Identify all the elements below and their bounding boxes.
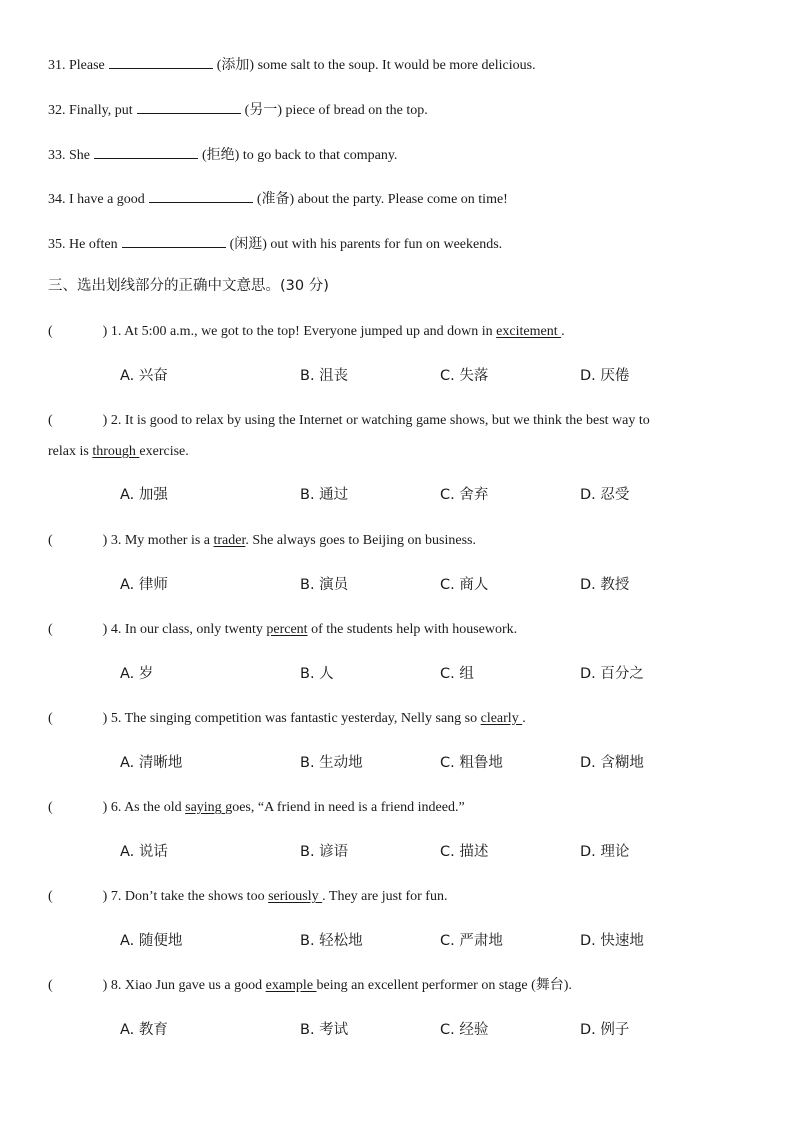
underlined-word: excitement <box>496 324 562 339</box>
section-title: 三、选出划线部分的正确中文意思。(30 分) <box>48 278 329 294</box>
question-8: ( ) 8. Xiao Jun gave us a good example being an excellent performer on stage (舞台). <box>48 978 572 993</box>
question-2: ( ) 2. It is good to relax by using the Internet or watching game shows, but we think the best way to <box>48 413 650 428</box>
options-4 <box>0 664 794 684</box>
question-1: ( ) 1. At 5:00 a.m., we got to the top! Everyone jumped up and down in excitement . <box>48 324 565 339</box>
option-c[interactable]: C. 失落 <box>440 368 489 384</box>
option-b[interactable]: B. 生动地 <box>300 755 363 771</box>
option-a[interactable]: A. 律师 <box>120 577 168 593</box>
option-d[interactable]: D. 例子 <box>580 1022 630 1038</box>
fill-in-item: 33. She (拒绝) to go back to that company. <box>48 144 397 166</box>
option-d[interactable]: D. 含糊地 <box>580 755 644 771</box>
option-a[interactable]: A. 说话 <box>120 844 168 860</box>
options-7 <box>0 931 794 951</box>
option-a[interactable]: A. 兴奋 <box>120 368 168 384</box>
fill-in-item: 32. Finally, put (另一) piece of bread on the top. <box>48 99 428 121</box>
fill-in-item: 31. Please (添加) some salt to the soup. It would be more delicious. <box>48 54 536 76</box>
underlined-word: saying <box>185 800 226 815</box>
underlined-word: clearly <box>480 711 523 726</box>
option-b[interactable]: B. 沮丧 <box>300 368 349 384</box>
options-6 <box>0 842 794 862</box>
option-d[interactable]: D. 忍受 <box>580 487 630 503</box>
question-4: ( ) 4. In our class, only twenty percent of the students help with housework. <box>48 622 518 637</box>
question-6: ( ) 6. As the old saying goes, “A friend in need is a friend indeed.” <box>48 800 465 815</box>
answer-blank[interactable] <box>109 54 213 69</box>
options-2 <box>0 485 794 505</box>
option-b[interactable]: B. 谚语 <box>300 844 349 860</box>
question-5: ( ) 5. The singing competition was fantastic yesterday, Nelly sang so clearly . <box>48 711 526 726</box>
option-a[interactable]: A. 清晰地 <box>120 755 183 771</box>
answer-blank[interactable] <box>94 144 198 159</box>
option-d[interactable]: D. 厌倦 <box>580 368 630 384</box>
option-c[interactable]: C. 经验 <box>440 1022 489 1038</box>
options-8 <box>0 1020 794 1040</box>
option-d[interactable]: D. 教授 <box>580 577 630 593</box>
option-b[interactable]: B. 考试 <box>300 1022 349 1038</box>
underlined-word: seriously <box>268 889 323 904</box>
answer-blank[interactable] <box>122 233 226 248</box>
question-2-continued: relax is through exercise. <box>48 444 189 459</box>
option-a[interactable]: A. 教育 <box>120 1022 168 1038</box>
option-d[interactable]: D. 理论 <box>580 844 630 860</box>
fill-in-item: 34. I have a good (准备) about the party. Please come on time! <box>48 188 508 210</box>
option-c[interactable]: C. 舍弃 <box>440 487 489 503</box>
option-b[interactable]: B. 演员 <box>300 577 349 593</box>
option-b[interactable]: B. 通过 <box>300 487 349 503</box>
answer-blank[interactable] <box>137 99 241 114</box>
option-b[interactable]: B. 人 <box>300 666 334 682</box>
option-c[interactable]: C. 粗鲁地 <box>440 755 503 771</box>
options-1 <box>0 366 794 386</box>
option-b[interactable]: B. 轻松地 <box>300 933 363 949</box>
answer-blank[interactable] <box>149 188 253 203</box>
option-c[interactable]: C. 严肃地 <box>440 933 503 949</box>
underlined-word: through <box>92 444 140 459</box>
option-c[interactable]: C. 组 <box>440 666 474 682</box>
option-c[interactable]: C. 描述 <box>440 844 489 860</box>
option-d[interactable]: D. 快速地 <box>580 933 644 949</box>
underlined-word: percent <box>266 622 308 637</box>
underlined-word: trader <box>213 533 246 548</box>
options-3 <box>0 575 794 595</box>
fill-in-item: 35. He often (闲逛) out with his parents for fun on weekends. <box>48 233 502 255</box>
question-3: ( ) 3. My mother is a trader. She always goes to Beijing on business. <box>48 533 476 548</box>
option-a[interactable]: A. 随便地 <box>120 933 183 949</box>
option-a[interactable]: A. 加强 <box>120 487 168 503</box>
question-7: ( ) 7. Don’t take the shows too seriously . They are just for fun. <box>48 889 448 904</box>
option-c[interactable]: C. 商人 <box>440 577 489 593</box>
underlined-word: example <box>265 978 317 993</box>
options-5 <box>0 753 794 773</box>
option-d[interactable]: D. 百分之 <box>580 666 644 682</box>
option-a[interactable]: A. 岁 <box>120 666 154 682</box>
